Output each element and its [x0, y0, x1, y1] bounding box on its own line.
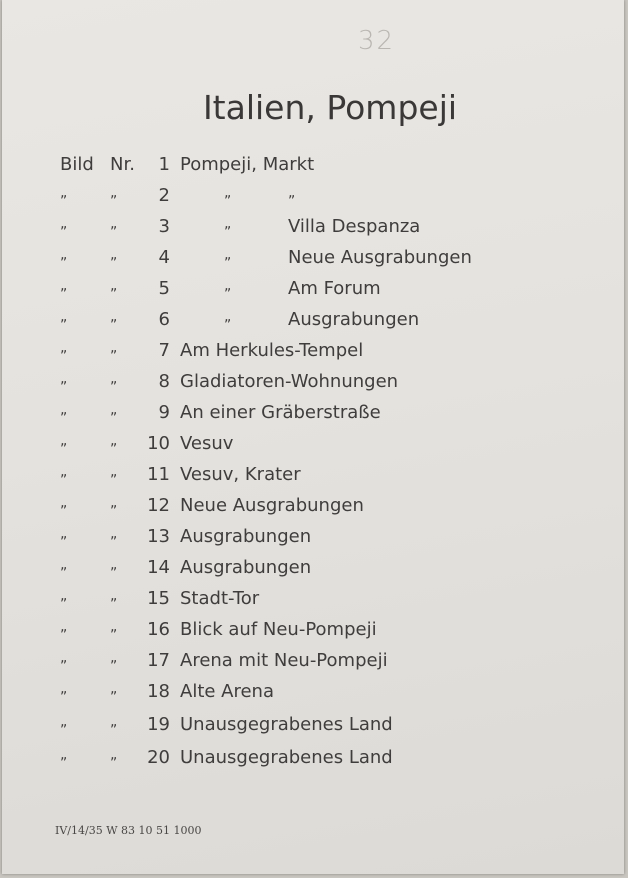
item-number: 4: [158, 247, 170, 268]
item-title: Ausgrabungen: [288, 309, 420, 330]
list-item: [2, 526, 622, 556]
ditto-mark: „: [60, 681, 68, 697]
handwritten-number: 32: [358, 26, 396, 56]
item-number: 15: [147, 588, 170, 609]
list-item: [2, 557, 622, 587]
item-title: Blick auf Neu-Pompeji: [180, 619, 377, 640]
item-title: Ausgrabungen: [180, 526, 312, 547]
ditto-mark: „: [110, 619, 118, 635]
ditto-mark: „: [60, 650, 68, 666]
ditto-mark: „: [60, 247, 68, 263]
ditto-mark: „: [60, 216, 68, 232]
list-item: [2, 371, 622, 401]
ditto-mark: „: [110, 464, 118, 480]
item-title: An einer Gräberstraße: [180, 402, 381, 423]
ditto-mark: „: [60, 278, 68, 294]
list-item: [2, 747, 622, 777]
ditto-mark: „: [60, 340, 68, 356]
item-title: Arena mit Neu-Pompeji: [180, 650, 388, 671]
index-card: [2, 0, 624, 874]
ditto-mark: „: [110, 495, 118, 511]
list-item: [2, 340, 622, 370]
list-item: [2, 495, 622, 525]
ditto-mark: „: [110, 216, 118, 232]
item-title: Unausgegrabenes Land: [180, 714, 393, 735]
list-item: [2, 278, 622, 308]
ditto-mark: „: [110, 747, 118, 763]
item-number: 12: [147, 495, 170, 516]
ditto-mark: „: [110, 526, 118, 542]
list-item: [2, 650, 622, 680]
list-item: [2, 402, 622, 432]
list-item: [2, 433, 622, 463]
item-title: Vesuv, Krater: [180, 464, 301, 485]
item-number: 7: [158, 340, 170, 361]
ditto-mark: „: [110, 433, 118, 449]
item-number: 9: [158, 402, 170, 423]
list-item: [2, 714, 622, 744]
ditto-mark: „: [60, 526, 68, 542]
ditto-mark: „: [60, 309, 68, 325]
item-number: 14: [147, 557, 170, 578]
item-number: 16: [147, 619, 170, 640]
ditto-mark: „: [110, 681, 118, 697]
ditto-mark: „: [60, 495, 68, 511]
item-title: Ausgrabungen: [180, 557, 312, 578]
item-title: Villa Despanza: [288, 216, 421, 237]
item-title: Stadt-Tor: [180, 588, 260, 609]
item-title: Neue Ausgrabungen: [288, 247, 472, 268]
item-number: 11: [147, 464, 170, 485]
ditto-mark: „: [224, 247, 232, 263]
item-title: Am Herkules-Tempel: [180, 340, 364, 361]
ditto-mark: „: [60, 464, 68, 480]
ditto-mark: „: [110, 278, 118, 294]
ditto-mark: „: [60, 714, 68, 730]
ditto-mark: „: [288, 185, 296, 201]
ditto-mark: „: [110, 309, 118, 325]
ditto-mark: „: [110, 340, 118, 356]
list-item: [2, 216, 622, 246]
ditto-mark: „: [110, 185, 118, 201]
list-item: [2, 619, 622, 649]
item-title: Neue Ausgrabungen: [180, 495, 364, 516]
ditto-mark: „: [110, 371, 118, 387]
ditto-mark: „: [60, 402, 68, 418]
ditto-mark: „: [224, 309, 232, 325]
item-number: 5: [158, 278, 170, 299]
item-number: 6: [158, 309, 170, 330]
item-number: 1: [158, 154, 170, 175]
list-item: [2, 154, 622, 184]
item-number: 13: [147, 526, 170, 547]
list-item: [2, 464, 622, 494]
item-title: Gladiatoren-Wohnungen: [180, 371, 399, 392]
item-number: 8: [158, 371, 170, 392]
ditto-mark: „: [60, 433, 68, 449]
item-title: Am Forum: [288, 278, 381, 299]
list-item: [2, 247, 622, 277]
item-number: 17: [147, 650, 170, 671]
print-code: IV/14/35 W 83 10 51 1000: [55, 824, 202, 837]
list-item: [2, 309, 622, 339]
ditto-mark: „: [60, 557, 68, 573]
item-title: Pompeji, Markt: [180, 154, 315, 175]
ditto-mark: „: [224, 185, 232, 201]
item-title: Unausgegrabenes Land: [180, 747, 393, 768]
label-nr: Nr.: [110, 154, 135, 175]
item-title: Alte Arena: [180, 681, 274, 702]
ditto-mark: „: [60, 619, 68, 635]
page-title: Italien, Pompeji: [202, 88, 458, 127]
ditto-mark: „: [110, 247, 118, 263]
ditto-mark: „: [60, 185, 68, 201]
ditto-mark: „: [60, 371, 68, 387]
item-number: 3: [158, 216, 170, 237]
ditto-mark: „: [110, 402, 118, 418]
ditto-mark: „: [110, 557, 118, 573]
item-title: Vesuv: [180, 433, 234, 454]
list-item: [2, 588, 622, 618]
item-number: 2: [158, 185, 170, 206]
ditto-mark: „: [224, 216, 232, 232]
item-number: 18: [147, 681, 170, 702]
label-bild: Bild: [60, 154, 94, 175]
ditto-mark: „: [110, 714, 118, 730]
item-number: 10: [147, 433, 170, 454]
ditto-mark: „: [224, 278, 232, 294]
item-number: 19: [147, 714, 170, 735]
list-item: [2, 681, 622, 711]
ditto-mark: „: [60, 747, 68, 763]
list-item: [2, 185, 622, 215]
ditto-mark: „: [110, 588, 118, 604]
ditto-mark: „: [60, 588, 68, 604]
item-number: 20: [147, 747, 170, 768]
ditto-mark: „: [110, 650, 118, 666]
